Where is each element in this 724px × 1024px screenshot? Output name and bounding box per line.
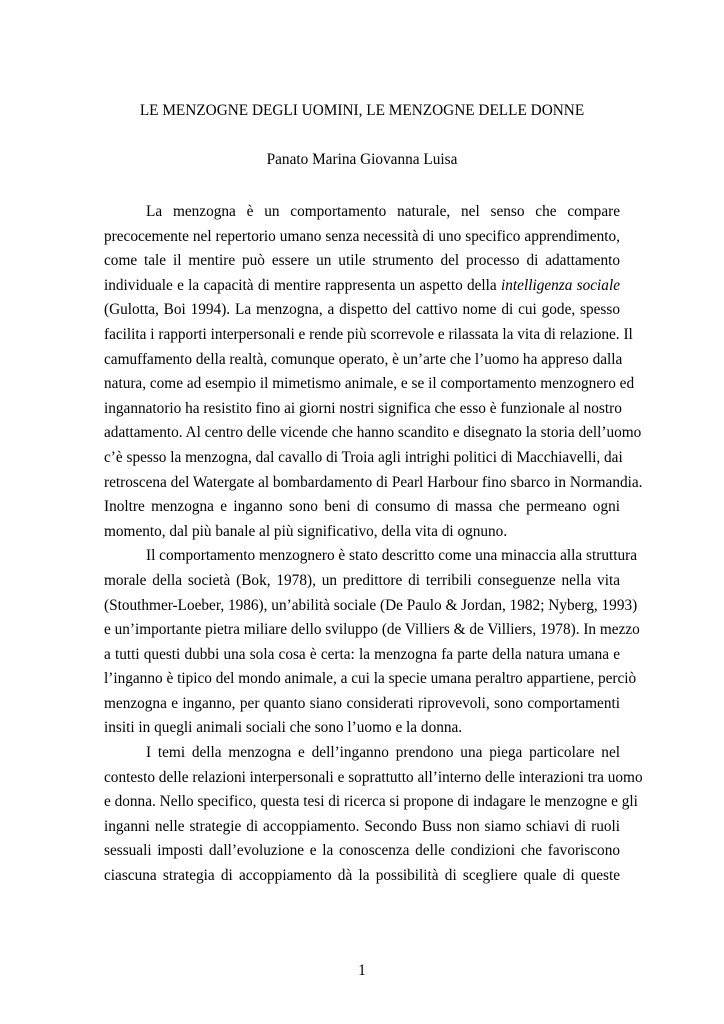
text-line: (Gulotta, Boi 1994). La menzogna, a dispetto del cattivo nome di cui gode, spesso (104, 301, 620, 319)
page-number: 1 (358, 962, 366, 979)
text-line: insiti in quegli animali sociali che sono l’uomo e la donna. (104, 719, 463, 737)
text-line: retroscena del Watergate al bombardamento di Pearl Harbour fino sbarco in Normandia. (104, 473, 643, 491)
text-line: ingannatorio ha resistito fino ai giorni nostri significa che esso è funzionale al nostro (104, 399, 622, 417)
text-line: morale della società (Bok, 1978), un predittore di terribili conseguenze nella vita (104, 571, 620, 589)
text-line: l’inganno è tipico del mondo animale, a cui la specie umana peraltro appartiene, perciò (104, 670, 637, 688)
paragraph-1 (104, 200, 643, 544)
document-author: Panato Marina Giovanna Luisa (266, 151, 458, 168)
italic-term: intelligenza sociale (501, 276, 620, 294)
text-line: e un’importante pietra miliare dello sviluppo (de Villiers & de Villiers, 1978). In mezzo (104, 621, 640, 639)
text-line: La menzogna è un comportamento naturale, nel senso che compare (146, 203, 620, 220)
paragraph-3 (104, 741, 643, 889)
text-line: (Stouthmer-Loeber, 1986), un’abilità sociale (De Paulo & Jordan, 1982; Nyberg, 1993) (104, 596, 638, 614)
text-line: a tutti questi dubbi una sola cosa è certa: la menzogna fa parte della natura umana e (104, 645, 620, 663)
text-line: inganni nelle strategie di accoppiamento. Secondo Buss non siamo schiavi di ruoli (104, 817, 620, 835)
document-title: LE MENZOGNE DEGLI UOMINI, LE MENZOGNE DELLE DONNE (139, 102, 585, 119)
text-line: precocemente nel repertorio umano senza necessità di uno specifico apprendimento, (104, 227, 620, 245)
text-line: adattamento. Al centro delle vicende che hanno scandito e disegnato la storia dell’uomo (104, 424, 642, 442)
text-line: Il comportamento menzognero è stato descritto come una minaccia alla struttura (146, 547, 638, 565)
text-line: I temi della menzogna e dell’inganno prendono una piega particolare nel (146, 744, 620, 762)
text-line: c’è spesso la menzogna, dal cavallo di Troia agli intrighi politici di Macchiavelli, dai (104, 448, 623, 466)
text-line: ciascuna strategia di accoppiamento dà la possibilità di scegliere quale di queste (104, 867, 620, 885)
text-line: facilita i rapporti interpersonali e rende più scorrevole e rilassata la vita di relazione. Il (104, 325, 633, 343)
text-line: sessuali imposti dall’evoluzione e la conoscenza delle condizioni che favoriscono (104, 842, 620, 860)
text-line: camuffamento della realtà, comunque operato, è un’arte che l’uomo ha appreso dalla (104, 350, 623, 368)
document-body (104, 200, 643, 889)
paragraph-2 (104, 544, 640, 741)
text-line: menzogna e inganno, per quanto siano considerati riprovevoli, sono comportamenti (104, 694, 620, 712)
text-line: come tale il mentire può essere un utile strumento del processo di adattamento (104, 252, 620, 270)
text-line: Inoltre menzogna e inganno sono beni di consumo di massa che permeano ogni (104, 498, 620, 516)
text-line: e donna. Nello specifico, questa tesi di ricerca si propone di indagare le menzogne e gli (104, 793, 638, 811)
text-line (104, 274, 620, 299)
text-segment: individuale e la capacità di mentire rappresenta un aspetto della (104, 276, 497, 294)
text-line: contesto delle relazioni interpersonali e soprattutto all’interno delle interazioni tra uomo (104, 768, 643, 786)
text-line: natura, come ad esempio il mimetismo animale, e se il comportamento menzognero ed (104, 375, 635, 393)
text-line: momento, dal più banale al più significativo, della vita di ognuno. (104, 522, 508, 540)
